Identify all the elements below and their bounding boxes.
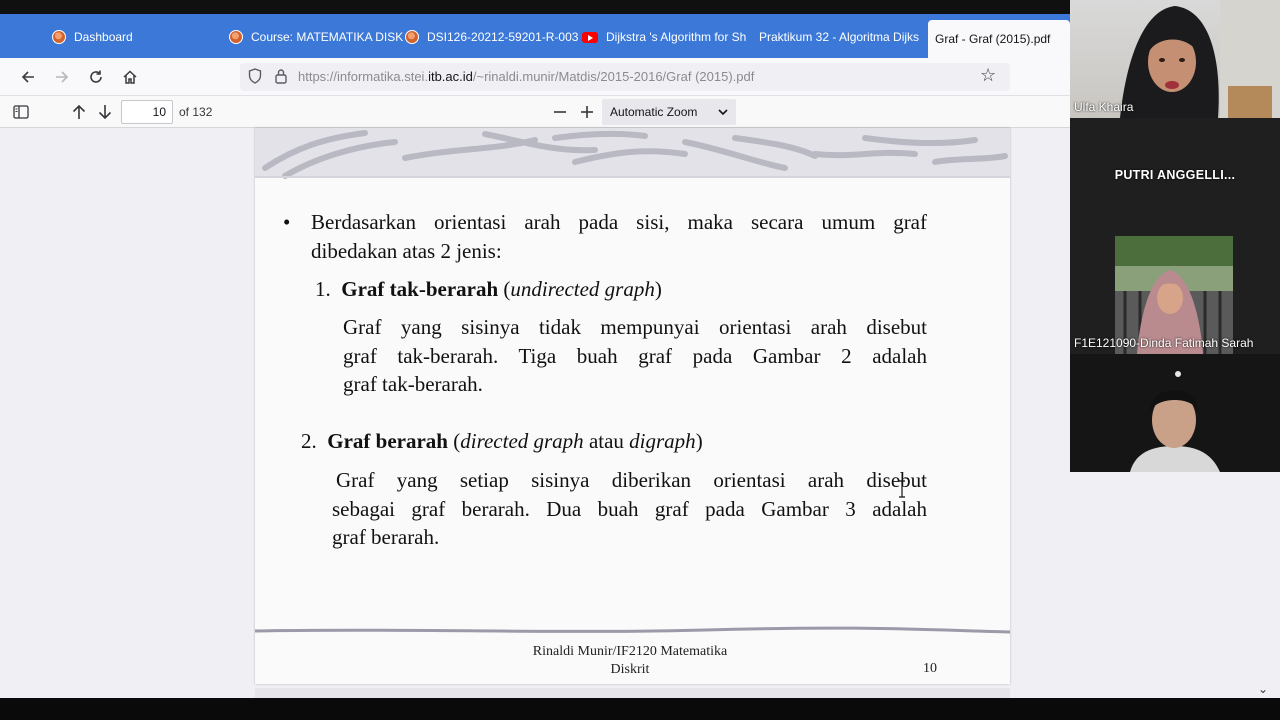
- moodle-icon: [405, 30, 419, 44]
- item1-line-3: graf tak-berarah.: [343, 372, 483, 396]
- participant-tile-ulfa[interactable]: [1070, 0, 1280, 118]
- lock-icon[interactable]: [274, 67, 288, 85]
- tab-label: Dijkstra 's Algorithm for Sh: [606, 30, 747, 44]
- zoom-out-button[interactable]: [549, 100, 571, 124]
- page-total-label: of 132: [179, 105, 213, 119]
- participant-name: Ulfa Khaira: [1074, 100, 1134, 114]
- item1-italic: undirected graph: [510, 277, 655, 301]
- moodle-icon: [52, 30, 66, 44]
- footer-author-line-1: Rinaldi Munir/IF2120 Matematika: [532, 644, 728, 659]
- pdf-viewer[interactable]: [0, 128, 1070, 698]
- item2-number: 2.: [301, 429, 317, 453]
- item2-line-2: sebagai graf berarah. Dua buah graf pada Gambar 3 adalah: [332, 496, 927, 521]
- page-number-input[interactable]: 10: [121, 100, 173, 124]
- tab-label: Dashboard: [74, 30, 133, 44]
- participant-video-4: [1070, 354, 1280, 472]
- participant-tile-dinda[interactable]: [1070, 236, 1280, 354]
- url-host: itb.ac.id: [428, 69, 473, 84]
- url-bar[interactable]: [240, 63, 1010, 91]
- participant-name: PUTRI ANGGELLI...: [1114, 168, 1236, 182]
- arrow-down-icon: [98, 104, 112, 120]
- pdf-page: [255, 128, 1010, 684]
- arrow-left-icon: [20, 69, 36, 85]
- reload-icon: [88, 69, 104, 85]
- slide-page-number: 10: [923, 661, 937, 676]
- tab-label: Course: MATEMATIKA DISK: [251, 30, 404, 44]
- tab-graf-pdf[interactable]: [928, 20, 1070, 58]
- tab-label: Praktikum 32 - Algoritma Dijks: [759, 30, 920, 44]
- arrow-right-icon: [54, 69, 70, 85]
- tab-strip: [0, 14, 1070, 58]
- zoom-in-button[interactable]: [576, 100, 598, 124]
- text-cursor-icon: [899, 480, 905, 498]
- bookmark-star-icon[interactable]: ☆: [980, 65, 997, 85]
- item1-paren-open: (: [498, 277, 511, 301]
- url-text[interactable]: [298, 69, 754, 84]
- tab-course-matematika[interactable]: [221, 20, 404, 54]
- slide-footer-author: [515, 643, 745, 679]
- item1-line-2: graf tak-berarah. Tiga buah graf pada Gambar 2 adalah: [343, 343, 927, 368]
- reload-button[interactable]: [84, 65, 108, 89]
- plus-icon: [580, 105, 594, 119]
- item2-italic-1: directed graph: [460, 429, 584, 453]
- bottom-black-bar: [0, 698, 1280, 720]
- item1-title: Graf tak-berarah: [341, 277, 499, 301]
- top-black-bar: [0, 0, 1070, 14]
- minus-icon: [553, 105, 567, 119]
- video-call-panel: [1070, 0, 1280, 472]
- tab-dashboard[interactable]: [44, 20, 214, 54]
- slide-footer-line: [255, 626, 1010, 638]
- slide-header-decoration: [255, 128, 1010, 178]
- url-prefix: https://informatika.stei.: [298, 69, 429, 84]
- home-icon: [122, 69, 138, 85]
- item1-number: 1.: [315, 277, 331, 301]
- item2-paren-close: ): [695, 429, 703, 453]
- pdf-toolbar: [0, 96, 1070, 128]
- item1-paren-close: ): [654, 277, 662, 301]
- item2-italic-2: digraph: [629, 429, 696, 453]
- shield-icon[interactable]: [248, 68, 262, 84]
- next-page-button[interactable]: [94, 100, 116, 124]
- intro-line-2: dibedakan atas 2 jenis:: [311, 238, 502, 263]
- participant-tile-4[interactable]: [1070, 354, 1280, 472]
- tab-dijkstra-video[interactable]: [574, 20, 747, 54]
- item1-heading: [315, 275, 662, 304]
- tab-praktikum[interactable]: [751, 20, 921, 54]
- item2-line-1: Graf yang setiap sisinya diberikan orientasi arah disebut: [336, 468, 927, 492]
- navigation-bar: [0, 58, 1070, 96]
- arrow-up-icon: [72, 104, 86, 120]
- item2-heading: [301, 427, 703, 456]
- footer-author-line-2: Diskrit: [610, 662, 650, 677]
- forward-button[interactable]: [50, 65, 74, 89]
- home-button[interactable]: [118, 65, 142, 89]
- item1-line-1: Graf yang sisinya tidak mempunyai orientasi arah disebut: [343, 315, 927, 339]
- sidebar-icon: [13, 105, 29, 119]
- item2-line-3: graf berarah.: [332, 525, 440, 549]
- previous-page-button[interactable]: [68, 100, 90, 124]
- moodle-icon: [229, 30, 243, 44]
- participant-name: F1E121090-Dinda Fatimah Sarah: [1074, 336, 1254, 350]
- youtube-icon: [582, 32, 598, 43]
- intro-line-1: Berdasarkan orientasi arah pada sisi, maka secara umum graf: [311, 210, 927, 234]
- item2-mid: atau: [583, 429, 630, 453]
- scroll-down-arrow-icon[interactable]: ⌄: [1258, 682, 1269, 696]
- bullet-marker: •: [283, 210, 291, 234]
- tab-label: DSI126-20212-59201-R-003: [427, 30, 579, 44]
- url-path: /~rinaldi.munir/Matdis/2015-2016/Graf (2015).pdf: [472, 69, 755, 84]
- participant-tile-putri[interactable]: [1070, 118, 1280, 236]
- sidebar-toggle-button[interactable]: [10, 100, 32, 124]
- back-button[interactable]: [16, 65, 40, 89]
- tab-dsi126[interactable]: [397, 20, 579, 54]
- tab-label: Graf - Graf (2015).pdf: [935, 32, 1051, 46]
- zoom-select[interactable]: [602, 99, 736, 125]
- item2-paren-open: (: [447, 429, 461, 453]
- item2-title: Graf berarah: [327, 429, 448, 453]
- zoom-value: Automatic Zoom: [610, 105, 698, 119]
